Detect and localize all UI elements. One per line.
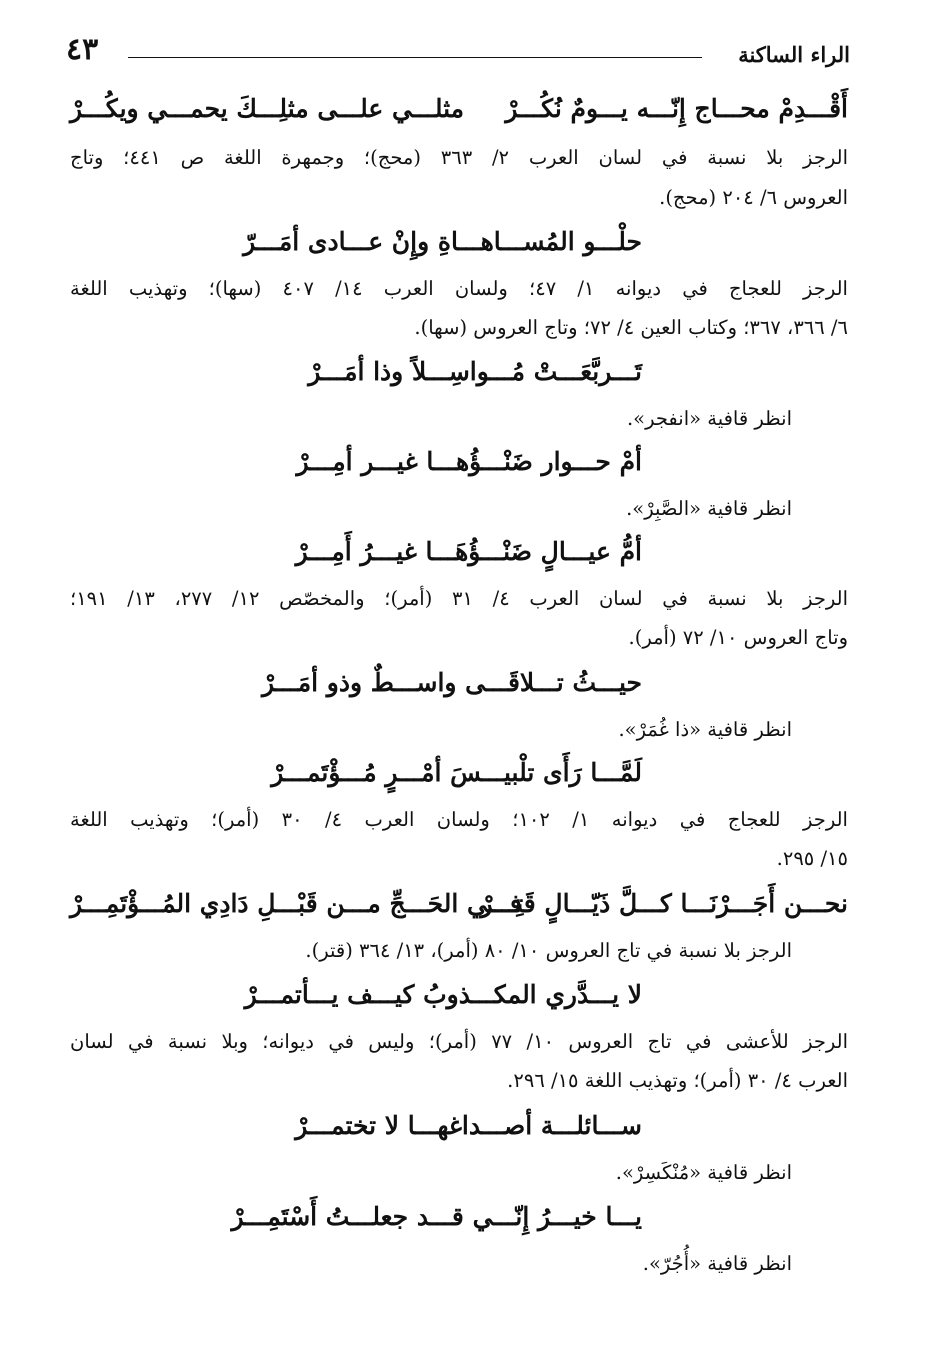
note-line: الرجز بلا نسبة في تاج العروس ١٠/ ٨٠ (أمر)، ١٣/ ٣٦٤ (قتر). bbox=[305, 939, 792, 962]
note-line: انظر قافية «انفجر». bbox=[626, 407, 792, 430]
note-line: انظر قافية «مُنْكَسِرْ». bbox=[615, 1161, 792, 1184]
verse-line: لا يـــدَّري المكـــذوبُ كيـــف يـــأتمـــرْ bbox=[244, 980, 642, 1009]
verse-line: تَـــربَّعَـــتْ مُـــواسِـــلاً وذا أمَـــرْ bbox=[308, 357, 642, 386]
note-line: ٦/ ٣٦٦، ٣٦٧؛ وكتاب العين ٤/ ٧٢؛ وتاج العروس (سها). bbox=[414, 316, 848, 339]
verse-line: حيـــثُ تـــلاقَـــى واســـطٌ وذو أمَـــرْ bbox=[262, 668, 642, 697]
verse-hemistich: نحـــن أَجَـــرْنَـــا كـــلَّ ذَيّـــالٍ قَتِـــرْ bbox=[480, 889, 848, 918]
verse-hemistich: مثلـــي علـــى مثلِـــكَ يحمـــي ويكُـــرْ bbox=[70, 94, 465, 123]
note-line: انظر قافية «أُجُرّ». bbox=[642, 1252, 792, 1275]
note-line: انظر قافية «الصَّبِرْ». bbox=[626, 497, 792, 520]
verse-line: أمُّ عيـــالٍ ضَنْـــؤُهَـــا غيـــرُ أَمِـــرْ bbox=[295, 537, 642, 566]
note-line: الرجز للعجاج في ديوانه ١/ ١٠٢؛ ولسان العرب ٤/ ٣٠ (أمر)؛ وتهذيب اللغة bbox=[70, 808, 848, 831]
note-line: العروس ٦/ ٢٠٤ (محج). bbox=[659, 186, 848, 209]
note-line: الرجز بلا نسبة في لسان العرب ٢/ ٣٦٣ (محج)؛ وجمهرة اللغة ص ٤٤١؛ وتاج bbox=[70, 146, 848, 169]
running-header bbox=[66, 26, 850, 76]
verse-hemistich: فـــي الحَـــجِّ مـــن قَبْـــلِ دَادِي المُـــؤْتَمِـــرْ bbox=[70, 889, 522, 918]
note-line: الرجز للأعشى في تاج العروس ١٠/ ٧٧ (أمر)؛ وليس في ديوانه؛ وبلا نسبة في لسان bbox=[70, 1030, 848, 1053]
note-line: انظر قافية «ذا غُمَرْ». bbox=[618, 718, 792, 741]
note-line: الرجز للعجاج في ديوانه ١/ ٤٧؛ ولسان العرب ١٤/ ٤٠٧ (سها)؛ وتهذيب اللغة bbox=[70, 277, 848, 300]
verse-line: لَمَّـــا رَأَى تلْبيـــسَ أمْـــرٍ مُـــؤْتَمـــرْ bbox=[271, 758, 642, 787]
verse-line: ســـائلـــة أصـــداغهـــا لا تختمـــرْ bbox=[295, 1111, 642, 1140]
verse-line: حلْـــو المُســـاهـــاةِ وإِنْ عـــادى أمَـــرّ bbox=[243, 227, 642, 256]
page-number: ٤٣ bbox=[66, 32, 99, 67]
header-title: الراء الساكنة bbox=[738, 42, 850, 67]
note-line: العرب ٤/ ٣٠ (أمر)؛ وتهذيب اللغة ١٥/ ٢٩٦. bbox=[507, 1069, 848, 1092]
verse-line: يـــا خيـــرُ إِنّـــي قـــد جعلـــتُ أَسْتَمِـــرْ bbox=[231, 1202, 642, 1231]
note-line: الرجز بلا نسبة في لسان العرب ٤/ ٣١ (أمر)؛ والمخصّص ١٢/ ٢٧٧، ١٣/ ١٩١؛ bbox=[70, 587, 849, 610]
note-line: وتاج العروس ١٠/ ٧٢ (أمر). bbox=[628, 626, 848, 649]
verse-line: أمْ حـــوار ضَنْـــؤُهـــا غيـــر أمِـــرْ bbox=[296, 447, 642, 476]
header-rule bbox=[128, 57, 702, 58]
note-line: ١٥/ ٢٩٥. bbox=[776, 847, 848, 870]
verse-hemistich: أَقْـــدِمْ محـــاج إِنّـــه يـــومٌ نُكُـــرْ bbox=[505, 94, 848, 123]
